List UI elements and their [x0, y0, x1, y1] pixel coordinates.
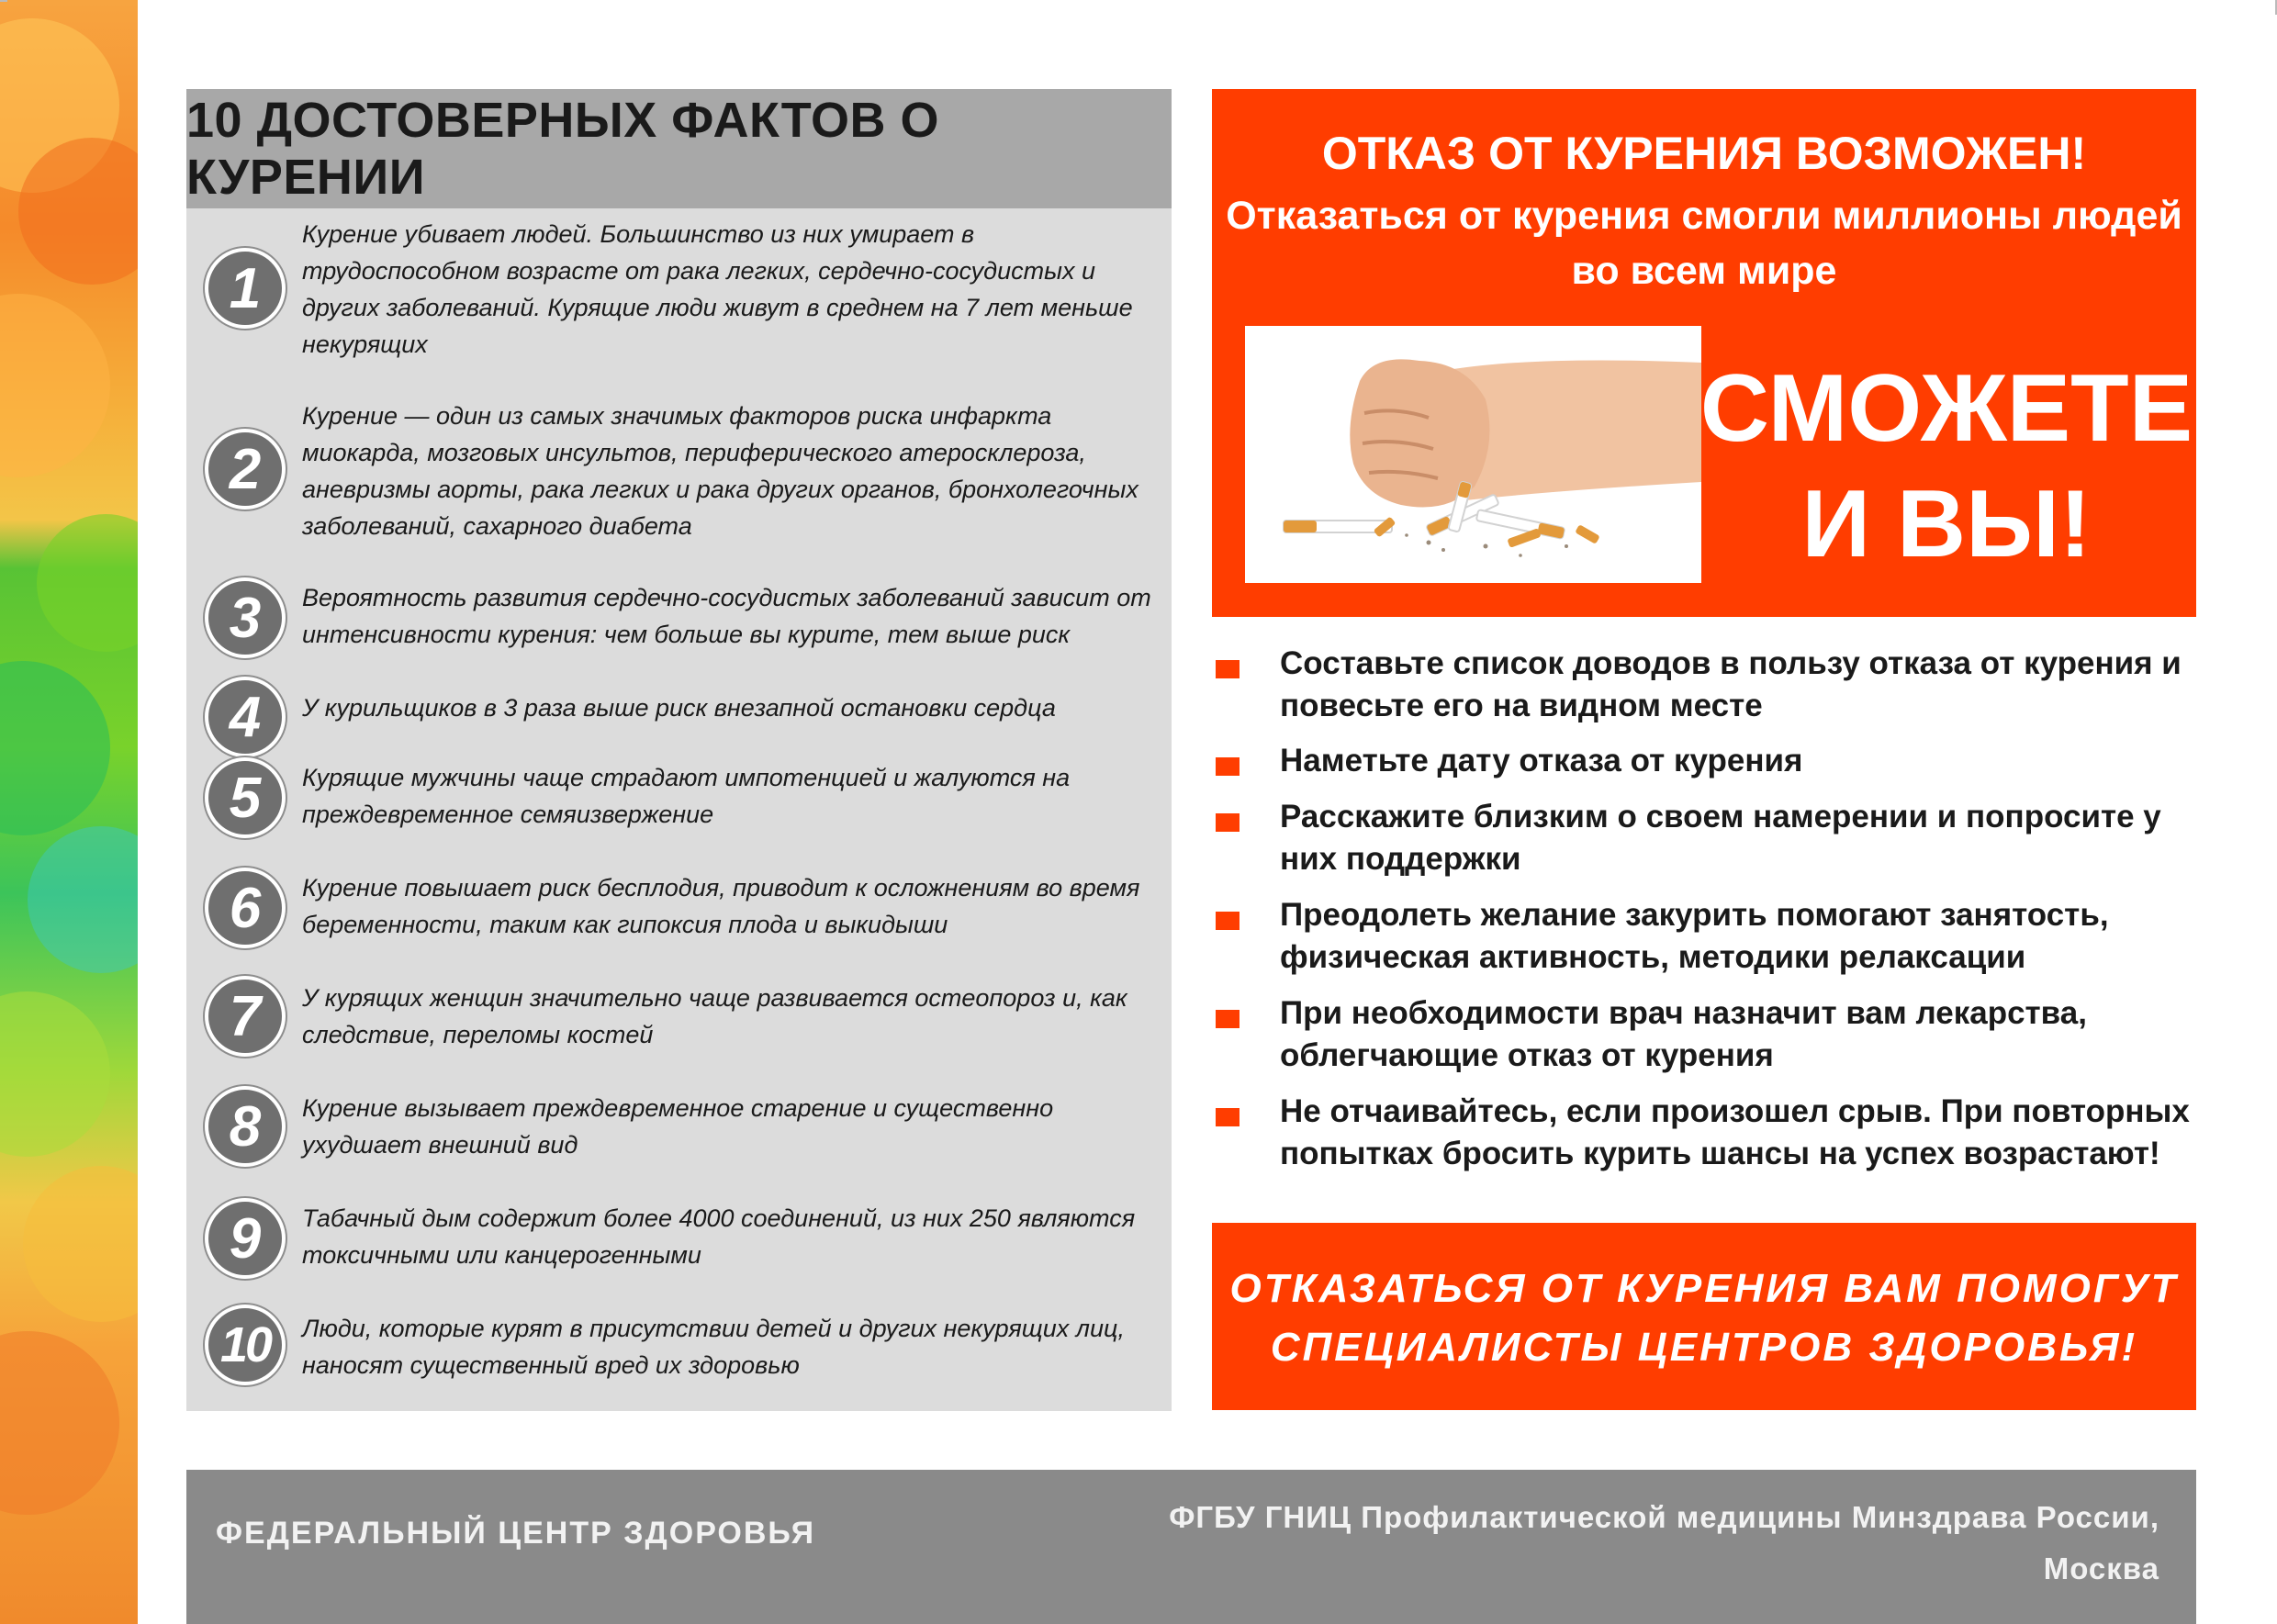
footer	[186, 1470, 2196, 1624]
tip-text: При необходимости врач назначит вам лекарства, облегчающие отказ от курения	[1280, 995, 2087, 1073]
fact-number-badge: 1	[205, 248, 286, 329]
fact-number-badge: 5	[205, 757, 286, 838]
footer-organization-left: ФЕДЕРАЛЬНЫЙ ЦЕНТР ЗДОРОВЬЯ	[216, 1516, 816, 1551]
quit-possible-panel	[1212, 89, 2196, 617]
fact-number-badge: 4	[205, 677, 286, 757]
fact-text: У курильщиков в 3 раза выше риск внезапной остановки сердца	[302, 694, 1056, 722]
tip-text: Преодолеть желание закурить помогают занятость, физическая активность, методики релаксации	[1280, 897, 2109, 975]
fact-number-badge: 10	[205, 1305, 286, 1385]
facts-title: 10 ДОСТОВЕРНЫХ ФАКТОВ О КУРЕНИИ	[186, 93, 939, 205]
quit-slogan: СМОЖЕТЕ И ВЫ!	[1699, 355, 2193, 577]
bullet-marker-icon	[1216, 757, 1239, 776]
bullet-marker-icon	[1216, 912, 1239, 930]
fact-number-badge: 7	[205, 976, 286, 1057]
fact-number-badge: 2	[205, 429, 286, 510]
facts-header	[186, 89, 1172, 208]
crop-mark	[0, 0, 7, 2]
tip-text: Составьте список доводов в пользу отказа от курения и повесьте его на видном месте	[1280, 645, 2182, 723]
fact-text: Вероятность развития сердечно-сосудистых заболеваний зависит от интенсивности курения: чем больше вы курите, тем выше риск	[302, 584, 1151, 648]
bullet-marker-icon	[1216, 660, 1239, 678]
call-to-action-banner	[1212, 1223, 2196, 1410]
bullet-marker-icon	[1216, 1108, 1239, 1126]
fact-text: Табачный дым содержит более 4000 соединений, из них 250 являются токсичными или канцерогенными	[302, 1204, 1136, 1269]
fact-number-badge: 9	[205, 1198, 286, 1279]
tip-text: Не отчаивайтесь, если произошел срыв. При повторных попытках бросить курить шансы на успех возрастают!	[1280, 1093, 2190, 1171]
fact-text: Люди, которые курят в присутствии детей и других некурящих лиц, наносят существенный вред их здоровью	[302, 1315, 1125, 1379]
fact-number-badge: 8	[205, 1086, 286, 1167]
footer-organization-right: ФГБУ ГНИЦ Профилактической медицины Минздрава России, Москва	[1169, 1500, 2159, 1585]
fact-number-badge: 6	[205, 868, 286, 948]
fist-crushing-cigarettes-illustration	[1245, 326, 1701, 583]
tip-text: Расскажите близким о своем намерении и попросите у них поддержки	[1280, 799, 2161, 877]
fact-number-badge: 3	[205, 577, 286, 658]
fact-text: Курение убивает людей. Большинство из них умирает в трудоспособном возрасте от рака легких, сердечно-сосудистых и других заболеваний. Курящие люди живут в среднем на 7 лет меньше некурящих	[302, 220, 1133, 358]
bullet-marker-icon	[1216, 813, 1239, 832]
fact-text: Курение — один из самых значимых факторов риска инфаркта миокарда, мозговых инсультов, периферического атеросклероза, аневризмы аорты, рака легких и рака других органов, бронхолегочных заболеваний, сахарного диабета	[302, 402, 1138, 540]
fact-text: Курящие мужчины чаще страдают импотенцией и жалуются на преждевременное семяизвержение	[302, 764, 1071, 828]
bullet-marker-icon	[1216, 1010, 1239, 1028]
fist-crushing-cigarettes-image	[1245, 326, 1701, 583]
fact-text: Курение повышает риск бесплодия, приводит к осложнениям во время беременности, таким как гипоксия плода и выкидыши	[302, 874, 1140, 938]
quit-title: ОТКАЗ ОТ КУРЕНИЯ ВОЗМОЖЕН!	[1321, 128, 2087, 179]
call-to-action-text: ОТКАЗАТЬСЯ ОТ КУРЕНИЯ ВАМ ПОМОГУТ СПЕЦИАЛИСТЫ ЦЕНТРОВ ЗДОРОВЬЯ!	[1229, 1266, 2179, 1370]
fact-text: Курение вызывает преждевременное старение и существенно ухудшает внешний вид	[302, 1094, 1054, 1159]
tip-text: Наметьте дату отказа от курения	[1280, 743, 1803, 778]
decorative-side-strip	[0, 0, 138, 1624]
fact-text: У курящих женщин значительно чаще развивается остеопороз и, как следствие, переломы костей	[302, 984, 1127, 1048]
facts-panel	[186, 89, 1172, 1411]
quit-subtitle: Отказаться от курения смогли миллионы людей во всем мире	[1226, 194, 2182, 293]
